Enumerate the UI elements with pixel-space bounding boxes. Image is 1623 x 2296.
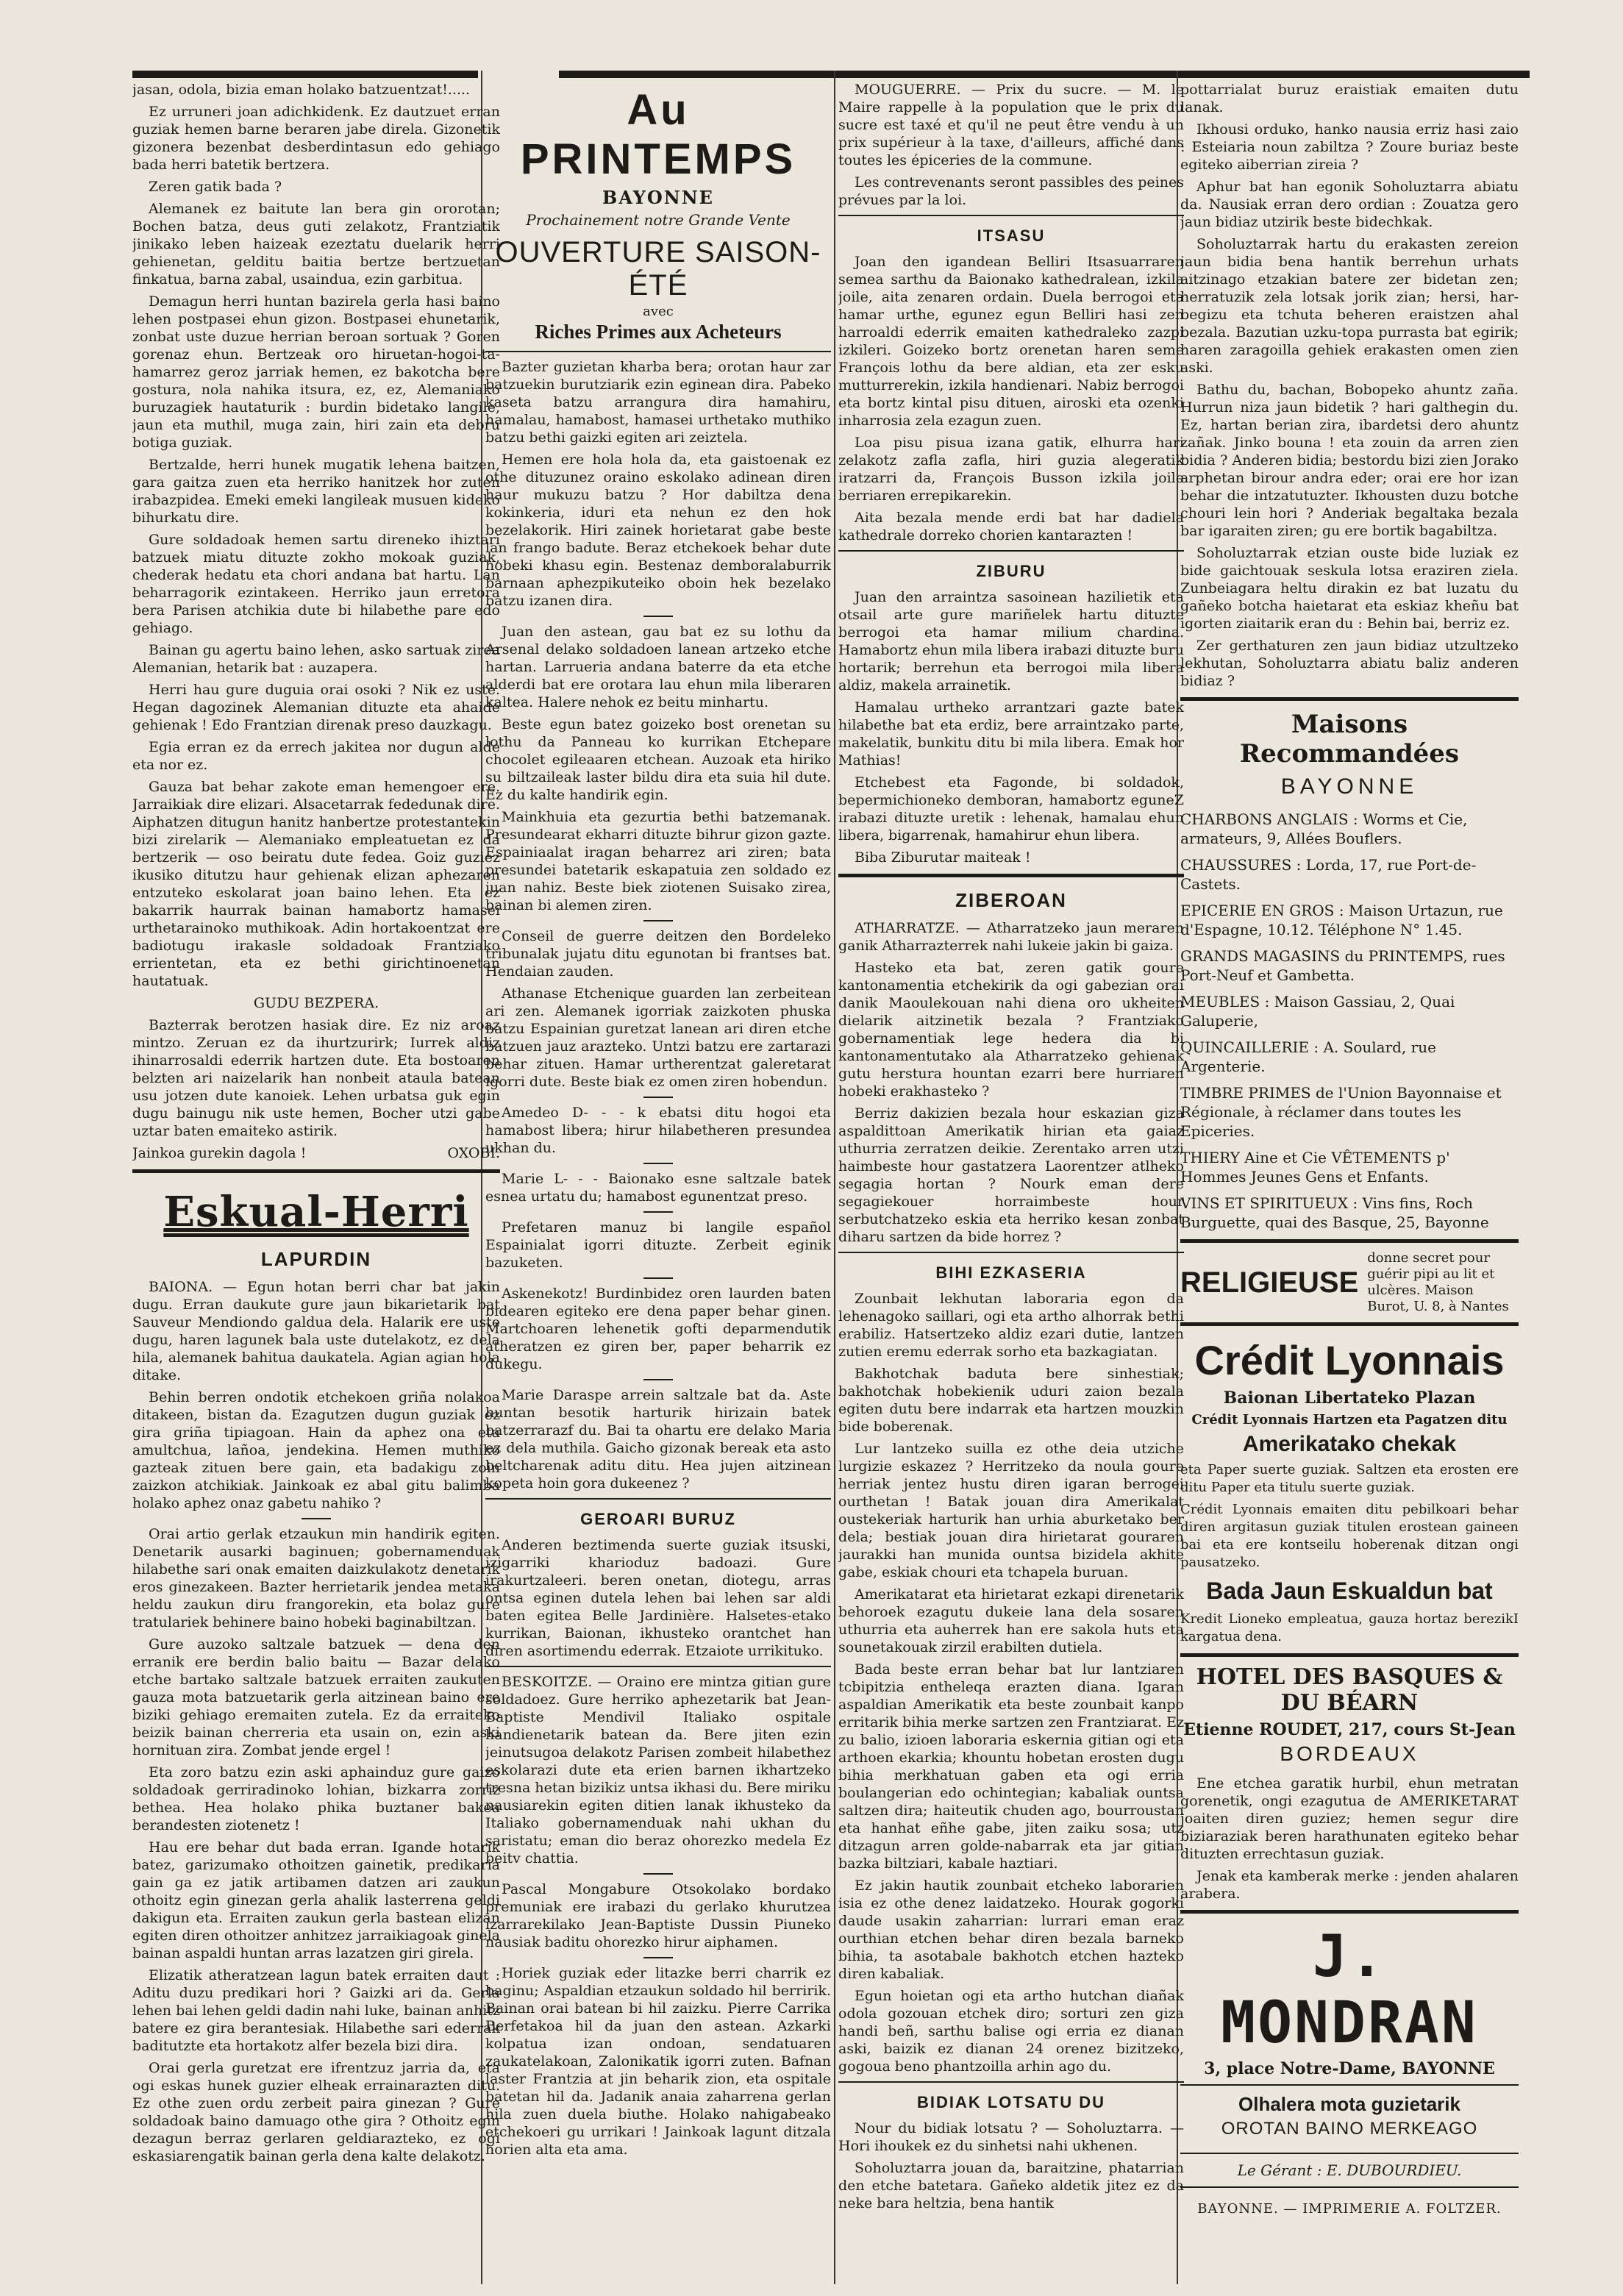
- directory-item: CHAUSSURES : Lorda, 17, rue Port-de-Castets.: [1180, 856, 1477, 893]
- paragraph: Bathu du, bachan, Bobopeko ahuntz zaña. Hurrun niza jaun bidetik ? hari galthegin du. Ez, hartan berian zira, ibardetsi dero ahuntz zañak. Jinko bouna ! eta zouin da arren zien bidia ? Anderen bidia; bestordu bizi zien Jorako arphetan birour andra eder; orai ere hor izan behar die intzatutuzter. Ikhousten duzu botche chouri lein hori ? Anderiak begaltaka bezala bar igaraiten ziren; gu ere bortik bagabiltza.: [1180, 382, 1519, 539]
- credit-bada: Bada Jaun Eskualdun bat: [1206, 1577, 1493, 1604]
- paragraph: Zeren gatik bada ?: [149, 179, 282, 195]
- directory-item: THIERY Aine et Cie VÊTEMENTS p' Hommes Jeunes Gens et Enfants.: [1180, 1149, 1450, 1186]
- paragraph: ATHARRATZE. — Atharratzeko jaun meraren ganik Atharrazterrek nahi lukeie jakin bi gaiza.: [838, 920, 1184, 954]
- divider: [838, 215, 1184, 216]
- paragraph: Joan den igandean Belliri Itsasuarraren semea sarthu da Baionako kathedralean, izkila joile, aita zenaren ordain. Duela berrogoi eta hamar urthe, egunez egun Belliri hasi zen harroaldi ederrik emaiten kathedraleko zazpi izkileri. Goizeko bortz orenetan haren seme François lothu da bere aldian, eta zer esku mutturrerekin, izkila handienari. Nabiz berrogoi eta bortz kintal pisu dituen, airoski eta ozenki inharrosia zela ezagun zuen.: [838, 254, 1184, 429]
- paragraph: MOUGUERRE. — Prix du sucre. — M. le Maire rappelle à la population que le prix du sucre est taxé et qu'il ne peut être vendu à un prix supérieur à la taxe, d'ailleurs, affiché dans toutes les épiceries de la commune.: [838, 82, 1184, 168]
- directory-item: QUINCAILLERIE : A. Soulard, rue Argenterie.: [1180, 1038, 1436, 1075]
- paragraph: Alemanek ez baitute lan bera gin ororotan; Bochen batza, deus guti zelakotz, Frantziatik jinikako leben haizeak ezeztatu duelarik herri gehienetan, gelditu baitia bertze bertzuetan finkatua, barna zabal, usaindua, ezin garbitua.: [132, 201, 500, 288]
- printemps-avec: avec: [643, 304, 674, 319]
- paragraph: Bazterrak berotzen hasiak dire. Ez niz aroaz mintzo. Zeruan ez da ihurtzurirk; Iurrek aldiz ihinarrosaldi ederrik hartzen dute. Eta bostoaren belzten ari naizelarik han nonbeit ataula batean usu jotzen dute kanoiek. Lehen urbatsa guk egin dugu bainugu nik uste hemen, Bocher utzi gabe uztar baten emaiteko astirik.: [132, 1017, 500, 1139]
- column-3: [838, 81, 1184, 2217]
- paragraph: eta Paper suerte guziak. Saltzen eta erosten ere ditu Paper eta titulu suerte guziak.: [1180, 1462, 1519, 1495]
- paragraph: Hasteko eta bat, zeren gatik goure kantonamentia etchekirik da ogi gabezian orai danik Maoulekouan nahi diena oro ukheiten dielarik aitzinetik bezala ? Frantziako gobernamentiak lege hedera dia bi kantonamentutako ala Atharratzeko gehienak gutu herstura hountan ezarri bere hurriaren hobeki erakhasteko ?: [838, 960, 1184, 1099]
- mondran-otan: OROTAN BAINO MERKEAGO: [1221, 2119, 1478, 2139]
- paragraph: Hau ere behar dut bada erran. Igande hotarik batez, garizumako othoitzen gainetik, predikaria gain ga ez jatik artibamen datzen ari zaukun othoitz egin ginezan gerla ahalik lasterrena geldi dakigun eta. Erraiten zaukun gerla bastean elizan egiten diren othoitzer anhitzez jarraikiagoak ginela bainan aspaldi huntan arras lazatzen giri girela.: [132, 1839, 500, 1961]
- divider: [838, 1252, 1184, 1253]
- paragraph: Zounbait lekhutan laboraria egon da lehenagoko saillari, ogi eta artho alhorrak bethi erabiliz. Hatsertzeko aldiz ezari dutie, lantzen zutien eremu ederrak sorho eta bazkagiatan.: [838, 1291, 1184, 1360]
- paragraph: Hemen ere hola hola da, eta gaistoenak ez othe dituzunez oraino eskolako adinean diren haur mukuzu batzu ? Hor dabiltza dena kokinkeria, iduri eta nehun ez den hok bezelakorik. Hiri zainek horietarat gabe beste lan frango badute. Beraz etchekoek behar dute hobeki khasu egin. Bestenaz demboralaburrik barnaan aphezpikuteiko oboin hek bezelako batzu izanen dira.: [485, 452, 831, 609]
- paragraph: Ez urruneri joan adichkidenk. Ez dautzuet erran guziak hemen barne beraren jabe direla. Gizonetik gizonera bezenbat desberdintasun edo gehiago bada herri batetik bertzera.: [132, 104, 500, 173]
- divider: [643, 920, 673, 921]
- credit-lyonnais-title: Crédit Lyonnais: [1194, 1337, 1505, 1383]
- divider: [838, 550, 1184, 552]
- divider: [485, 1666, 831, 1667]
- paragraph: Egun hoietan ogi eta artho hutchan diañak odola gozouan etchek diro; sorturi zen giza handi beñ, sarthu balise ogi erria ez dianan aski, baizik ez dianan 24 orenez bizitzeko, gogoua beno phantzoilla arhin ago du.: [838, 1988, 1184, 2075]
- divider: [485, 1498, 831, 1500]
- divider: [643, 1211, 673, 1213]
- paragraph: Egia erran ez da errech jakitea nor dugun alde eta nor ez.: [132, 739, 500, 773]
- paragraph: Berriz dakizien bezala hour eskazian giza aspaldittoan Amerikatik hirian eta gaiaz uthurria zerratzen deikie. Zerentako arren utzi haimbeste hour gastatzera Laorentzer atlheko segagia hortan ? Nourk eman dere segagiekouer horraimbeste hour serbutchatzeko eskia eta herriko kesan zonbat diharu sartzen da bide horrez ?: [838, 1105, 1184, 1245]
- divider: [1180, 2084, 1519, 2086]
- section-masthead: Eskual-Herri: [163, 1188, 469, 1236]
- paragraph: Demagun herri huntan bazirela gerla hasi baino lehen postpasei ehun gizon. Bostpasei ehunetarik, zonbat uste duzue herrian beroan sortuak ? Goren gorenaz ehun. Bertzeak oro hiruetan-hogoi-ta-hamarrez geroz jarriak hemen, ez bakotcha bere gostura, nola nahika itsura, ez, ez, Alemaniako buruzagiek hautaturik : burdin bidetako langile, jaun eta muthil, muga zain, hiri zain eta debru botiga guziak.: [132, 293, 500, 451]
- paragraph: Hamalau urtheko arrantzari gazte batek hilabethe bat eta erdiz, bere arraintzako parte, makelatik, bunkitu ditu bi mila libera. Emak hor Mathias!: [838, 699, 1184, 769]
- paragraph: Amerikatarat eta hirietarat ezkapi direnetarik behoroek ezagutu dukeie lana dela sosaren uthurria eta auherrek han ere sakola huts eta sounetakouak zirzil erabilten dutiela.: [838, 1586, 1184, 1655]
- paragraph: Conseil de guerre deitzen den Bordeleko tribunalak jujatu ditu egunotan bi frantses bat. Hendaian zauden.: [485, 928, 831, 980]
- printemps-ouverture: OUVERTURE SAISON-ÉTÉ: [495, 236, 821, 302]
- paragraph: Bakhotchak baduta bere sinhestiak; bakhotchak hobekienik uduri zaion bezala egiten dutu bere indarrak eta hartzen mouzkin bide boberenak.: [838, 1366, 1184, 1435]
- divider: [838, 2081, 1184, 2083]
- credit-ameri: Amerikatako chekak: [1242, 1432, 1457, 1456]
- section-heading-bidiak: BIDIAK LOTSATU DU: [916, 2093, 1106, 2111]
- paragraph: Orai gerla guretzat ere ifrentzuz jarria da, eta ogi eskas hunek guzier elheak errainarazten ditu. Ez othe zuen ordu zerbeit paira ginezan ? Gure soldadoak baino damuago othe gira ? Othoitz egin dezagun berraz gerlaren geldiarazteko, ez ogi eskasiarengatik bainan gerla dena kalte delakotz.: [132, 2060, 500, 2164]
- divider: [643, 1277, 673, 1279]
- paragraph: Bertzalde, herri hunek mugatik lehena baitzen, gara gaitza zuen eta herriko hanitzek hor zuten irabazpidea. Emeki emeki langileak musuen kideko bihurkatu dire.: [132, 457, 500, 526]
- maisons-city: BAYONNE: [1280, 774, 1419, 799]
- paragraph: Bada beste erran behar bat lur lantziaren tcbipitzia entheleqa erazten diana. Igaran aspaldian Amerikatik eta beste zounbait kanpo erritarik bihia merke sartzen zen Frantziarat. Ez zu balio, izioen laboraria eskernia gitian ogi eta arthoen ekarkia; khountu hobetan erosten dugu bihia merkhatuan gaben eta ogi erria boulangerian edo ochintegian; kabaliak ountsa saltzen dira; haiteutik chuden ago, bourroustan eta hanhat eñhe gabe, jiten zaiku sosa; utz ditzagun arren golde-nabarrak eta jar gitian bazka biltziari, kabale haztiari.: [838, 1661, 1184, 1872]
- column-1: [132, 81, 500, 2170]
- divider: [1180, 697, 1519, 701]
- paragraph: Ene etchea garatik hurbil, ehun metratan gorenetik, ongi ezagutua de AMERIKETARAT joaiten diren guziez; hemen segur dire biziaraziak beren harathunaten egiteko behar dituzten errechtasun guziak.: [1180, 1775, 1519, 1862]
- divider: [643, 1379, 673, 1380]
- divider: [1180, 2186, 1519, 2188]
- section-heading-ziberoan: ZIBEROAN: [955, 889, 1067, 911]
- paragraph: Marie Daraspe arrein saltzale bat da. Aste huntan besotik harturik hirizain batek batzerrarazf du. Bai ta ohartu ere delako Maria ez dela muthila. Gaicho gizonak bereak eta asto beltcharenak aditu ditu. Hea jujen aitzinean kopeta hoin gora dukeenez ?: [485, 1387, 831, 1491]
- divider: [1180, 1322, 1519, 1326]
- maisons-heading: Maisons Recommandées: [1239, 710, 1460, 769]
- signature-line: [132, 1144, 500, 1162]
- paragraph: Soholuztarrak etzian ouste bide luziak ez bide gaichtouak seskula lotsa eraziren ziela. Zunbeiagara heltu dirakin ez bat luzatu du gañeko botcha haietarat eta eskiaz kheñu bat igorten ziaitarik eran du : Behin bai, berriz ez.: [1180, 545, 1519, 632]
- directory-item: CHARBONS ANGLAIS : Worms et Cie, armateurs, 9, Allées Bouflers.: [1180, 810, 1468, 847]
- top-rule-left: [132, 71, 478, 78]
- paragraph: Soholuztarrak hartu du erakasten zereion jaun bidia bena hantik berrehun urhats aitzinago etzakian batere zer bidetan zen; herratuzik zela lotsak jorik zian; hersi, har-begizu eta tchuta beheren eraistzen ahal bezala. Bazutian uzku-topa purrasta bat egirik; haren zaragoilla gehiek erakasten omen zien aski.: [1180, 236, 1519, 376]
- section-heading-ziburu: ZIBURU: [976, 562, 1046, 580]
- directory-item: EPICERIE EN GROS : Maison Urtazun, rue d'Espagne, 10.12. Téléphone N° 1.45.: [1180, 902, 1503, 938]
- paragraph: Bainan gu agertu baino lehen, asko sartuak zirea Alemanian, hetarik bat : auzapera.: [132, 642, 500, 676]
- imprimerie-line: BAYONNE. — IMPRIMERIE A. FOLTZER.: [1197, 2201, 1502, 2217]
- paragraph: Behin berren ondotik etchekoen griña nolakoa ditakeen, bistan da. Ezagutzen dugun guziak ez gira griña tipiagoan. Hain da aphez ona eta amultchua, lañoa, jendekina. Hemen muthiko gazteak zituen bere gain, eta badakigu zoin zaizkon atchikiak. Jainkoak ez abal gitu balimba holako aphez onaz gabetu nahiko ?: [132, 1389, 500, 1511]
- mondran-olhalera: Olhalera mota guzietarik: [1238, 2093, 1460, 2115]
- column-divider-2: [834, 71, 835, 2284]
- paragraph: Ez jakin hautik zounbait etcheko laborarien isia ez othe denez laidatzeko. Hourak gogorki daude usakin zaharrian: lurrari eman eraz ourthian etchen behar diren bezala barneko bihia, ta asotabale bakhotch etchen hazteko diren kabaliak.: [838, 1878, 1184, 1982]
- paragraph: Crédit Lyonnais emaiten ditu pebilkoari behar diren argitasun guziak titulen erostean gaineen bai eta ere kontseilu hoberenak ditzan ongi pausatzeko.: [1180, 1502, 1519, 1570]
- paragraph: Etchebest eta Fagonde, bi soldadok, bepermichioneko demboran, hamabortz eguneZ irabazi dituzte uretik : lehenak, hamalau ehun libera, bigarrenak, hamahirur ehun libera.: [838, 774, 1184, 844]
- printemps-ad-title: Au PRINTEMPS: [520, 86, 796, 183]
- printemps-tagline: Prochainement notre Grande Vente: [526, 211, 791, 229]
- paragraph: jasan, odola, bizia eman holako batzuentzat!.....: [132, 82, 471, 98]
- paragraph: Askenekotz! Burdinbidez oren laurden baten bidearen egiteko ere dena paper behar ginen. Martchoaren lehenetik gofti deparmendutik atheratzen ez giren ber, paper beharrik ez dukegu.: [485, 1286, 831, 1372]
- mondran-address: 3, place Notre-Dame, BAYONNE: [1204, 2059, 1495, 2078]
- divider: [643, 1873, 673, 1875]
- paragraph: Eta zoro batzu ezin aski aphainduz gure gaizo soldadoak gerriradinoko lohian, bizkarra zorriz bethea. Hea holako phika buztaner bakea berandesten ziotenetz !: [132, 1764, 500, 1833]
- credit-line: Crédit Lyonnais Hartzen eta Pagatzen ditu: [1191, 1412, 1508, 1427]
- author-signature: OXOBI.: [447, 1145, 500, 1161]
- paragraph: Gauza bat behar zakote eman hemengoer ere. Jarraikiak dire elizari. Alsacetarrak fededunak dire. Aiphatzen ditugun hanitz hanbertze protestantekin bizi zirelarik — Alemaniako empleatuetan ez da bertzerik — oso beiratu dute fedea. Goiz guziez ikusiko ditutzu haur gehienak elizan aphezaren entzuteko eskolarat joan baino lehen. Eta ez bakarrik haurrak bainan hamabortz hamasei urthetarainoko muthikoak. Adin hortakoentzat ere badiotugu irakasle soldadoak Frantziako errientetan, eta ez bethi girichtinoenetan hautatuak.: [132, 779, 500, 989]
- paragraph: Ikhousi orduko, hanko nausia erriz hasi zaio : Esteiaria noun zabiltza ? Zoure buriaz beste egiteko aiberrian zireia ?: [1180, 121, 1519, 173]
- paragraph: Aphur bat han egonik Soholuztarra abiatu da. Nausiak erran dero ordian : Zouatza gero jaun bidiaz utzirik beste bidechkak.: [1180, 179, 1519, 230]
- directory-item: GRANDS MAGASINS du PRINTEMPS, rues Port-Neuf et Gambetta.: [1180, 947, 1505, 984]
- subheading-gudu: GUDU BEZPERA.: [253, 995, 379, 1011]
- paragraph: Bazter guzietan kharba bera; orotan haur zar batzuekin burutziarik ezin eginean dira. Pabeko kaseta batzu arrangura dira hamahiru, hamalau, hamabost, hamasei urthetako muthiko batzu bethi gaizki egiten ari zeiztela.: [485, 359, 831, 446]
- section-heading-bihi: BIHI EZKASERIA: [935, 1263, 1087, 1282]
- directory-item: TIMBRE PRIMES de l'Union Bayonnaise et Régionale, à réclamer dans toutes les Epiceries.: [1180, 1084, 1502, 1140]
- paragraph: Gure auzoko saltzale batzuek — dena den erranik ere berdin balio baitu — Bazar delako etche bartako saltzale batzuek erraiten zaukuten gauza mota batzuetarik gerla aitzinean baino ere biziki gehiago eremaiten zutela. Ez da erraiteko beizik bainan cherreria eta usain on, ezin aski hornituan zira. Zombat jende ergel !: [132, 1636, 500, 1758]
- divider: [643, 1957, 673, 1958]
- paragraph: BESKOITZE. — Oraino ere mintza gitian gure soldadoez. Gure herriko aphezetarik bat Jean-Baptiste Mendivil Italiako ospitale handienetarik batean da. Bere jiten ezin jeinutsugoa delakotz Parisen zombeit hilabethez eskolarazi dute eta erien barnen ikhartzeko tresna hetan bizikiz untsa ikhasi du. Bere miriku nausiarekin egiten ditien lanak ikhusteko da Italiako gobernamenduak nahi ukhan du saristatu; eman dio beraz ohorezko medela Ez beitv chattia.: [485, 1674, 831, 1867]
- paragraph: Horiek guziak eder litazke berri charrik ez baginu; Aspaldian etzaukun soldado hil berririk. Bainan orai batean bi hil zaizku. Pierre Carrika Berfetakoa hil da juan den astean. Azkarki kolpatua izan ondoan, sendatuaren zaukatelakoan, Zalonikatik igorri zuten. Bafnan laster Frantzia at jin beharik zion, eta ospitale batetan hil da. Jadanik anaia zaharrena gerlan hila zuen duela biuthe. Holako nahigabeako etchekoeri gu urrikari ! Jainkoak lagunt ditzala horien alta eta ama.: [485, 1965, 831, 2158]
- paragraph: pottarrialat buruz eraistiak emaiten dutu lanak.: [1180, 82, 1519, 115]
- top-rule-right: [559, 71, 1530, 78]
- divider: [1180, 2153, 1519, 2154]
- paragraph: Anderen beztimenda suerte guziak itsuski, izigarriki kharioduz badoazi. Gure irakurtzaleeri. beren onetan, diotegu, arras ontsa eginen dutela lehen bai lehen sar aldi baten egitea Belle Jardinière. Halsetes-etako kurrikan, Baionan, ikhusteko orantchet han diren asortimendu ederrak. Etzaiote urrikituko.: [485, 1537, 831, 1659]
- divider: [643, 1097, 673, 1098]
- paragraph: Biba Ziburutar maiteak !: [855, 849, 1031, 866]
- paragraph: Zer gerthaturen zen jaun bidiaz utzultzeko lekhutan, Soholuztarra abiatu baliz anderen bidiaz ?: [1180, 638, 1519, 689]
- paragraph: Prefetaren manuz bi langile español Espainialat igorri dituzte. Zerbeit eginik bazuketen.: [485, 1219, 831, 1271]
- paragraph: Nour du bidiak lotsatu ? — Soholuztarra. — Hori ihoukek ez du sinhetsi nahi ukhenen.: [838, 2120, 1184, 2154]
- paragraph: Beste egun batez goizeko bost orenetan su lothu da Panneau ko kurrikan Etchepare chocolet egileaaren etchean. Auzoak eta hiriko su biltzaileak laster bildu dira eta suia hil dute. Ez du kalte handirik egin.: [485, 716, 831, 803]
- paragraph: Marie L- - - Baionako esne saltzale batek esnea urtatu du; hamabost egunentzat preso.: [485, 1171, 831, 1205]
- divider: [643, 616, 673, 617]
- paragraph: Orai artio gerlak etzaukun min handirik egiten. Denetarik ausarki baginuen; gobernamenduak hilabethe sari onak emaiten daizkulakotz denetarik eros ginezakeen. Bazter herrietarik jendea metaka heldu zaukun diru frangorekin, eta bolaz gure tratulariek behinere baino hobeki baginabiltzan.: [132, 1526, 500, 1630]
- paragraph: Jenak eta kamberak merke : jenden ahalaren arabera.: [1180, 1868, 1519, 1902]
- hotel-title: HOTEL DES BASQUES & DU BÉARN: [1196, 1664, 1503, 1716]
- divider: [643, 1163, 673, 1164]
- divider: [1180, 1239, 1519, 1243]
- hotel-address: Etienne ROUDET, 217, cours St-Jean: [1183, 1720, 1516, 1739]
- paragraph: Amedeo D- - - k ebatsi ditu hogoi eta hamabost libera; hirur hilabetheren presundea ukhan du.: [485, 1105, 831, 1156]
- paragraph: Les contrevenants seront passibles des peines prévues par la loi.: [838, 174, 1184, 208]
- paragraph: Soholuztarra jouan da, baraitzine, phatarrian den etche batetara. Gañeko aldetik jitez ez da neke bara heltzia, bena hantik: [838, 2160, 1184, 2211]
- paragraph: Elizatik atheratzean lagun batek erraiten daut : Aditu duzu predikari hori ? Gaizki ari da. Gerla lehen bai lehen geldi dadin nahi luke, bainan anhitz batere ez gira berantesiak. Hilabethe sari ederrak baditutzte eta hortakotz alfer bezela bizi dira.: [132, 1967, 500, 2054]
- credit-subtitle: Baionan Libertateko Plazan: [1223, 1388, 1476, 1408]
- printemps-city: BAYONNE: [602, 187, 714, 208]
- mondran-title: J. MONDRAN: [1221, 1924, 1478, 2056]
- paragraph: Aita bezala mende erdi bat har dadiela kathedrale dorreko chorien kantarazten !: [838, 510, 1184, 543]
- column-2: [485, 81, 831, 2163]
- divider: [1180, 1910, 1519, 1914]
- religieuse-ad: [1180, 1250, 1519, 1315]
- divider: [838, 874, 1184, 877]
- paragraph: BAIONA. — Egun hotan berri char bat jakin dugu. Erran daukute gure jaun bikarietarik bat Sauveur Mendiondo galdua dela. Halarik ere uste dugu, haren lagunek bala uste dutelakotz, ez dela hila, alemanek bahitua daukatela. Agian agian hola ditake.: [132, 1279, 500, 1383]
- closing-text: Jainkoa gurekin dagola !: [132, 1145, 307, 1161]
- directory-item: VINS ET SPIRITUEUX : Vins fins, Roch Burguette, quai des Basque, 25, Bayonne: [1180, 1194, 1489, 1231]
- divider: [485, 351, 831, 352]
- paragraph: Lur lantzeko suilla ez othe deia utziche lurgizie eskazez ? Herritzeko da noula goure herriak jentez hustu diren igaran berrogei ourthetan ! Batak jouan dira Amerikalat oustekeriak harturik han urhia aburketako ber dela; bestiak jouan dira hirietarat gouraren jaurakki han munida ountsa bizidela akhite gabe, eskiak chouri eta tchapela buruan.: [838, 1441, 1184, 1580]
- section-heading-itsasu: ITSASU: [977, 227, 1046, 245]
- printemps-primes: Riches Primes aux Acheteurs: [535, 321, 782, 343]
- section-heading-geroari: GEROARI BURUZ: [580, 1510, 736, 1528]
- paragraph: Mainkhuia eta gezurtia bethi batzemanak. Presundearat ekharri dituzte bihrur gizon gazte. Espainiaalat iragan beharrez ari ziren; bata presundei batetarik eskapatuia zen soldado ez juan nahiz. Beste biek ziotenen Suisako zirea, bainan bi alemen ziren.: [485, 809, 831, 913]
- paragraph: Juan den astean, gau bat ez su lothu da Arsenal delako soldadoen lanean artzeko etche hartan. Larrueria andana baterre da eta etche alderdi bat ere orotara lau ehun mila liberaren kaltea. Halere nehok ez beitu minhartu.: [485, 624, 831, 710]
- divider: [132, 1169, 500, 1173]
- column-4: [1180, 81, 1519, 2217]
- hotel-city: BORDEAUX: [1280, 1742, 1419, 1765]
- divider: [1180, 1653, 1519, 1657]
- section-heading-lapurdin: LAPURDIN: [260, 1248, 372, 1270]
- religieuse-title: RELIGIEUSE: [1180, 1266, 1359, 1299]
- paragraph: Herri hau gure duguia orai osoki ? Nik ez uste. Hegan dagozinek Alemanian dituzte eta ahaide gehienak ! Edo Frantzian direnak preso dauzkagu.: [132, 682, 500, 733]
- gerant-line: Le Gérant : E. DUBOURDIEU.: [1237, 2161, 1462, 2179]
- directory-item: MEUBLES : Maison Gassiau, 2, Quai Galuperie,: [1180, 993, 1455, 1030]
- religieuse-text: donne secret pour guérir pipi au lit et ulcères. Maison Burot, U. 8, à Nantes: [1367, 1250, 1509, 1314]
- paragraph: Juan den arraintza sasoinean hazilietik eta otsail arte gure mariñelek hartu dituzte berrogoi eta hamar milium chardina. Hamabortz ehun mila libera irabazi dituzte buru hortarik; berrehun eta berrogoi mila libera aldiz, makela arrainetik.: [838, 589, 1184, 694]
- paragraph: Athanase Etchenique guarden lan zerbeitean ari zen. Alemanek igorriak zaizkoten phuska batzu Espainian guretzat lanean ari diren etche batzuen jauz arazteko. Untzi batzu ere zartarazi behar zituen. Hamar urtherentzat galeretarat igorri dute. Beste biak ez omen ziren hobendun.: [485, 985, 831, 1090]
- paragraph: Gure soldadoak hemen sartu direneko ihiztari batzuek miatu dituzte zokho mokoak guziak, chederak hedatu eta chori andana bat hartu. Lan beharragorik ezintakeen. Herriko jaun erretora bera Parisen atchikia dute bi hilabethe pare edo gehiago.: [132, 532, 500, 636]
- paragraph: Kredit Lioneko empleatua, gauza hortaz berezikI kargatua dena.: [1180, 1611, 1519, 1644]
- paragraph: Pascal Mongabure Otsokolako bordako premuniak ere irabazi du gerlako khurutzea izarrarekilako Jean-Baptiste Dussin Piuneko nausiak baditu ohorezko hirur aiphamen.: [485, 1881, 831, 1950]
- paragraph: Loa pisu pisua izana gatik, elhurra hari zelakotz zafla zafla, hiri guzia alegeratik iratzarri da, François Busson izkila joile berriaren errepikarekin.: [838, 435, 1184, 504]
- divider: [302, 1518, 331, 1519]
